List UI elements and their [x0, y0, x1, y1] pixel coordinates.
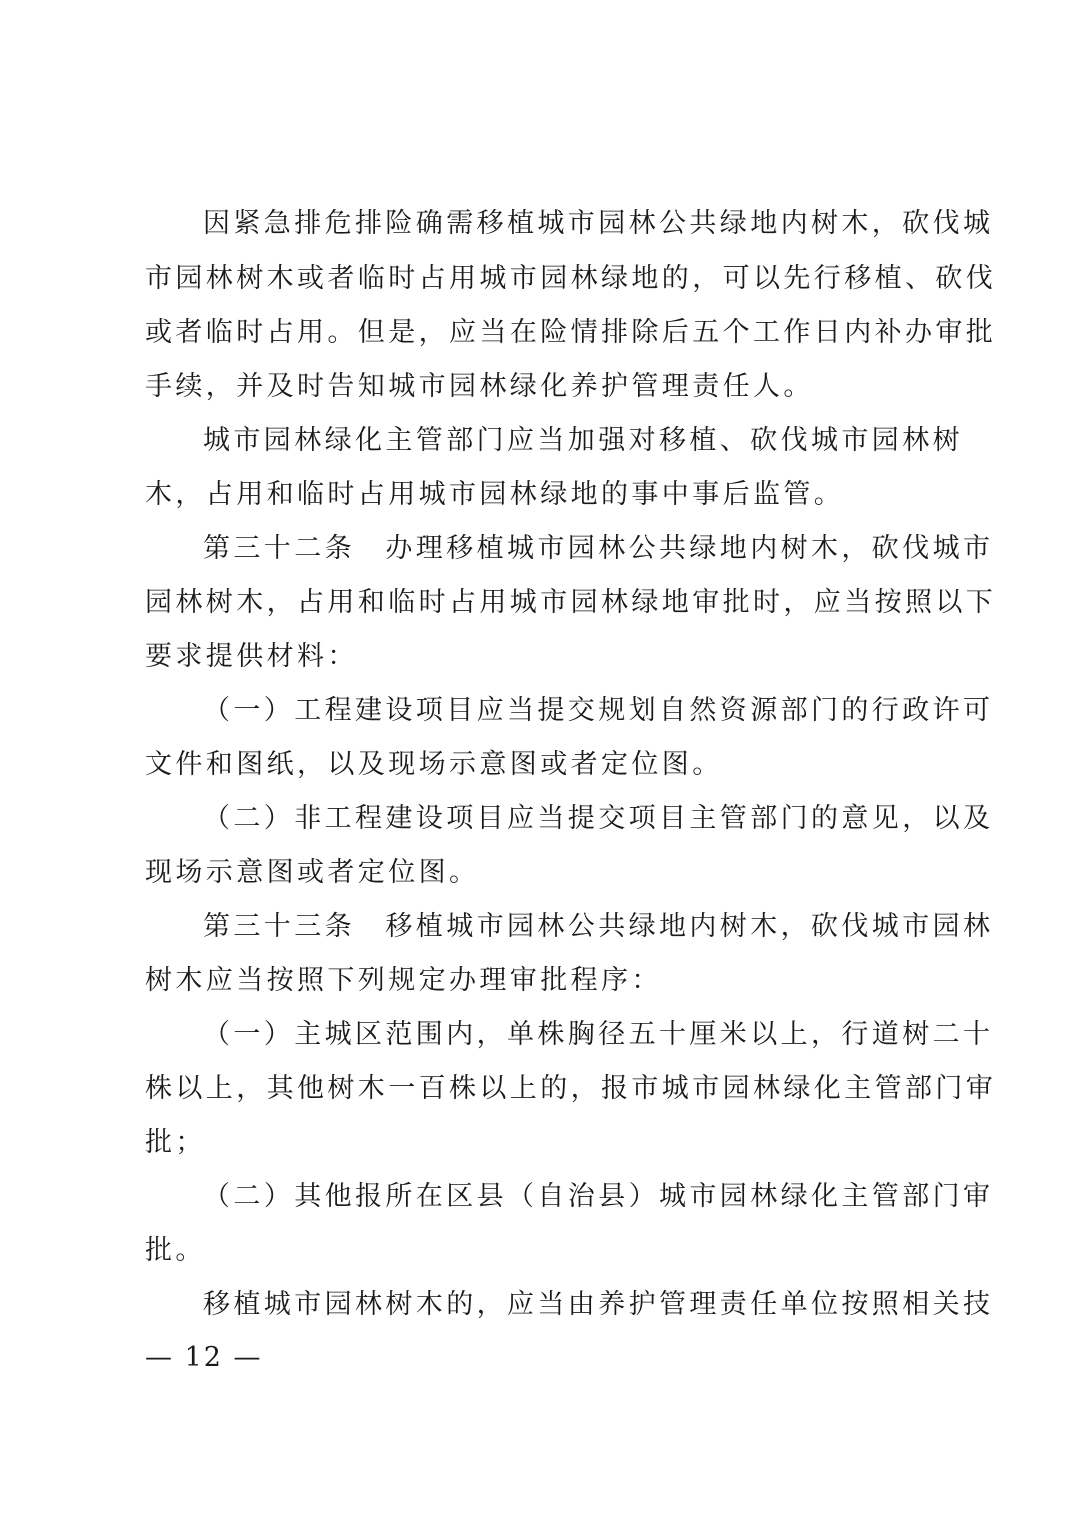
- text-line-6: 木，占用和临时占用城市园林绿地的事中事后监管。: [145, 479, 845, 510]
- text-line-5: 城市园林绿化主管部门应当加强对移植、砍伐城市园林树: [203, 425, 963, 456]
- text-line-19: （二）其他报所在区县（自治县）城市园林绿化主管部门审: [203, 1181, 994, 1212]
- text-line-20: 批。: [145, 1235, 206, 1266]
- text-line-1: 因紧急排危排险确需移植城市园林公共绿地内树木，砍伐城: [203, 208, 994, 239]
- article-33-heading-line: 第三十三条 移植城市园林公共绿地内树木，砍伐城市园林: [203, 911, 994, 942]
- page-number: — 12 —: [145, 1342, 263, 1373]
- text-line-16: （一）主城区范围内，单株胸径五十厘米以上，行道树二十: [203, 1019, 994, 1050]
- text-line-4: 手续，并及时告知城市园林绿化养护管理责任人。: [145, 371, 814, 402]
- text-line-2: 市园林树木或者临时占用城市园林绿地的，可以先行移植、砍伐: [145, 263, 997, 294]
- text-line-21: 移植城市园林树木的，应当由养护管理责任单位按照相关技: [203, 1289, 994, 1320]
- text-line-18: 批；: [145, 1127, 206, 1158]
- text-line-3: 或者临时占用。但是，应当在险情排除后五个工作日内补办审批: [145, 317, 997, 348]
- text-line-17: 株以上，其他树木一百株以上的，报市城市园林绿化主管部门审: [145, 1073, 997, 1104]
- text-line-11: 文件和图纸，以及现场示意图或者定位图。: [145, 749, 723, 780]
- text-line-12: （二）非工程建设项目应当提交项目主管部门的意见，以及: [203, 803, 994, 834]
- text-line-13: 现场示意图或者定位图。: [145, 857, 480, 888]
- text-line-8: 园林树木，占用和临时占用城市园林绿地审批时，应当按照以下: [145, 587, 997, 618]
- text-line-9: 要求提供材料：: [145, 641, 358, 672]
- text-line-15: 树木应当按照下列规定办理审批程序：: [145, 965, 662, 996]
- article-32-heading-line: 第三十二条 办理移植城市园林公共绿地内树木，砍伐城市: [203, 533, 994, 564]
- text-line-10: （一）工程建设项目应当提交规划自然资源部门的行政许可: [203, 695, 994, 726]
